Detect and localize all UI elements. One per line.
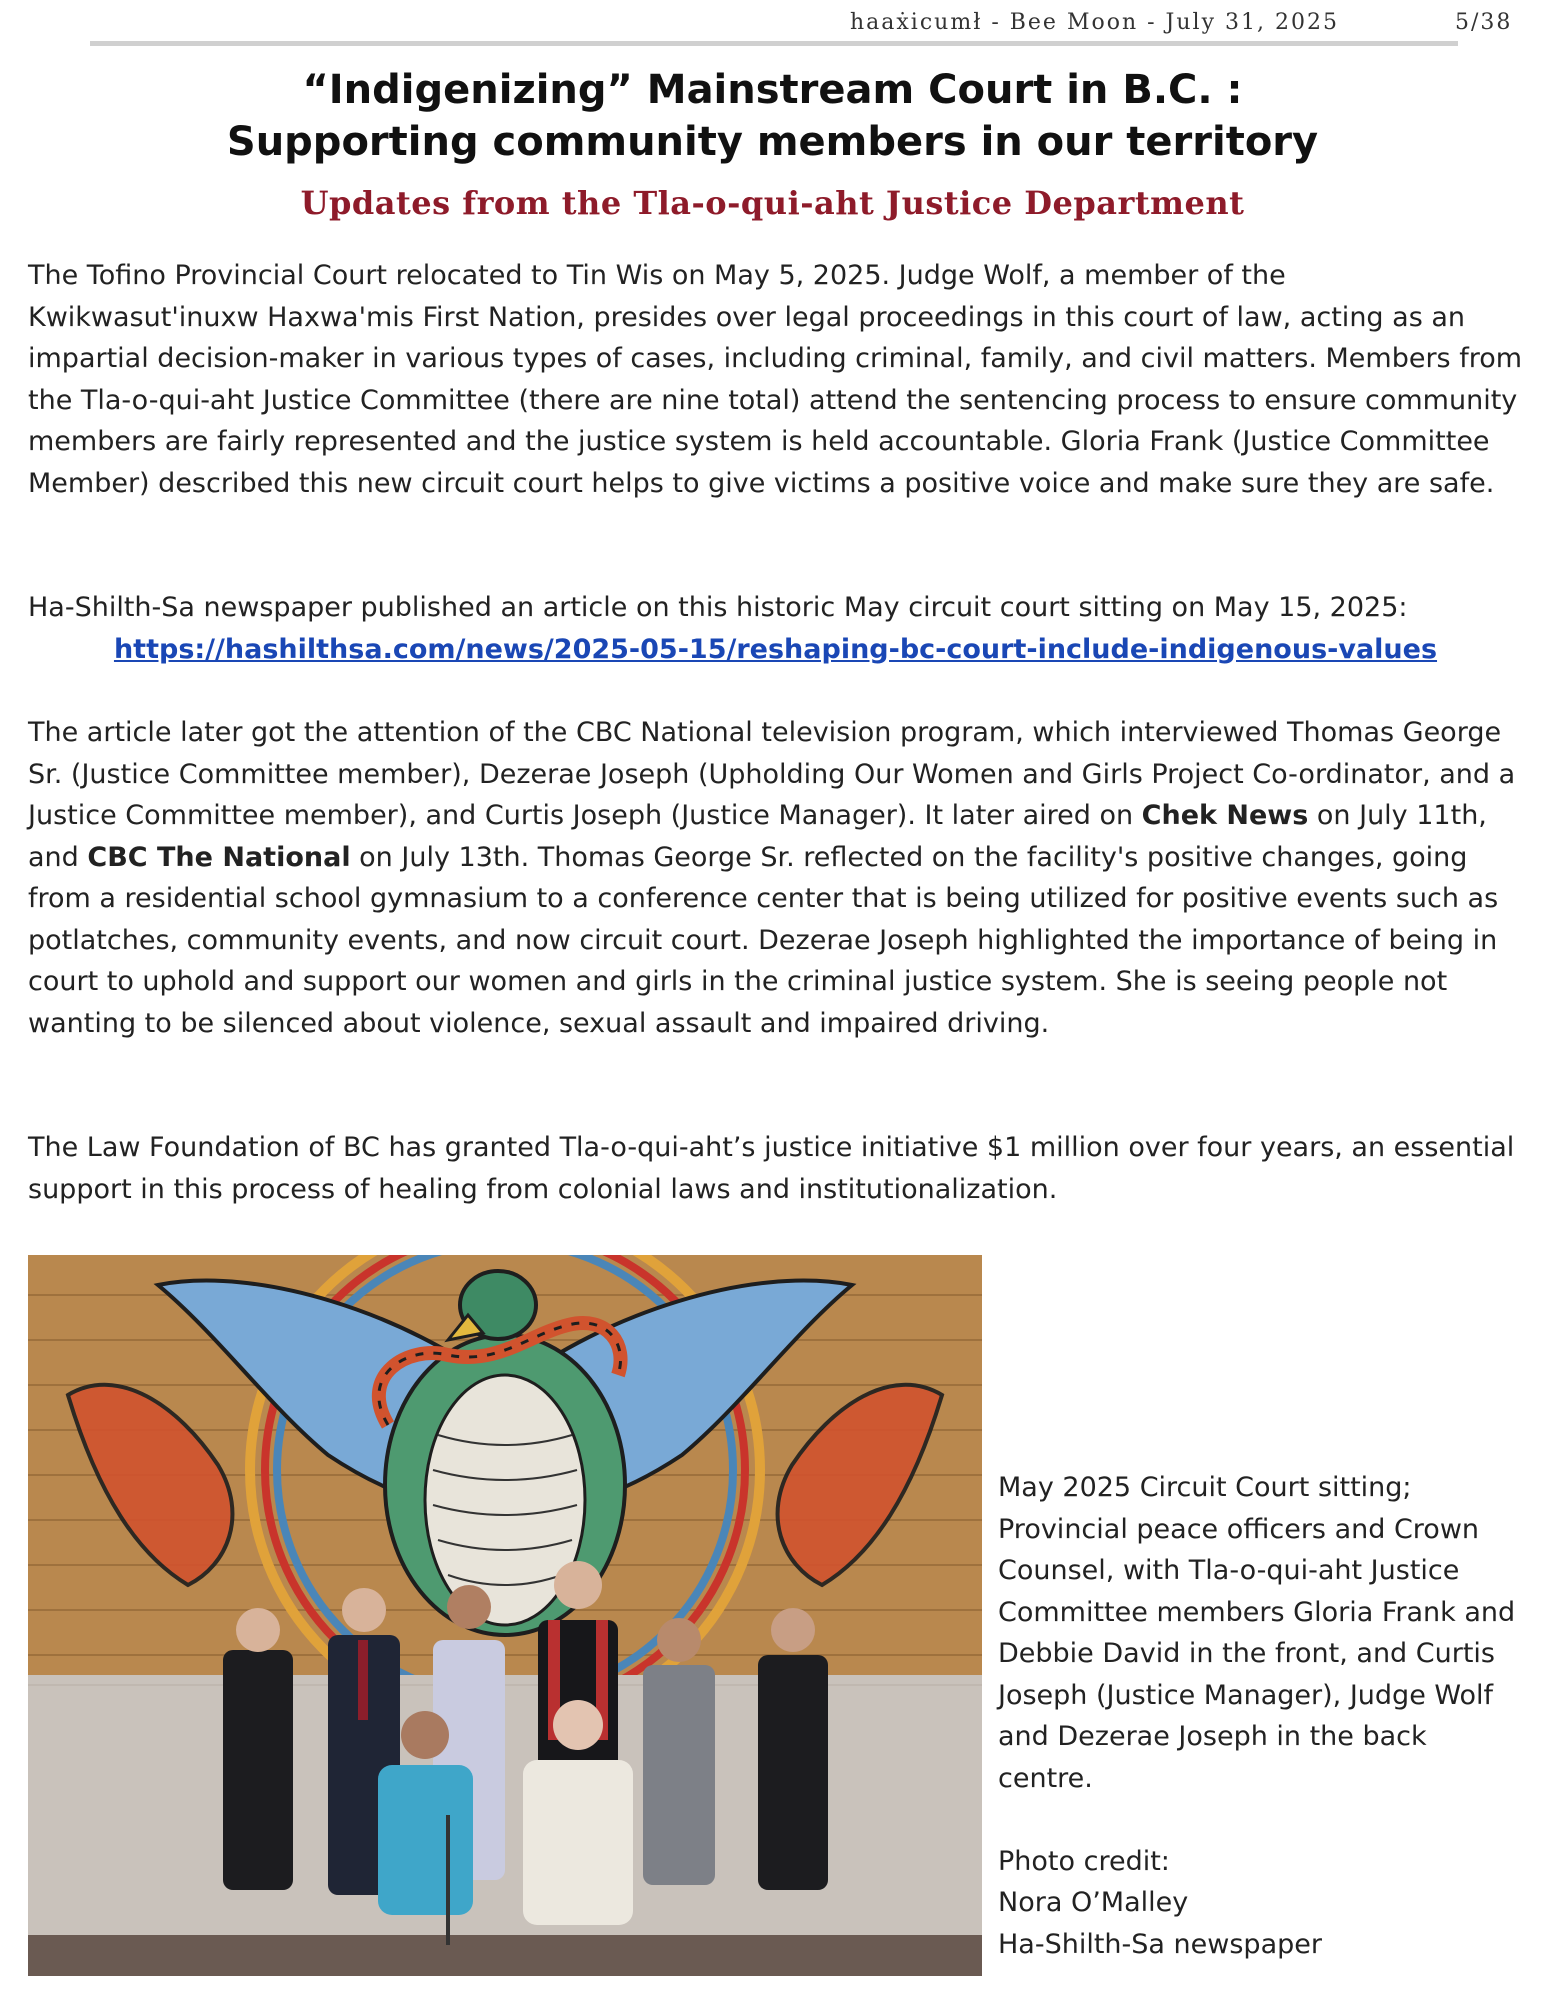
article-subtitle: Updates from the Tla-o-qui-aht Justice Department xyxy=(300,184,1245,222)
credit-source: Ha-Shilth-Sa newspaper xyxy=(998,1928,1322,1960)
p3-part-b: on July 11th, and xyxy=(28,800,1487,873)
paragraph-law-foundation: The Law Foundation of BC has granted Tla-o-qui-aht’s justice initiative $1 million over four years, an essential support in this process of healing from colonial laws and institutionalization. xyxy=(28,1132,1515,1205)
header-divider xyxy=(90,41,1458,46)
credit-label: Photo credit: xyxy=(998,1845,1170,1877)
caption-text: May 2025 Circuit Court sitting; Provincial peace officers and Crown Counsel, with Tla-o-qui-aht Justice Committee members Gloria Frank and Debbie David in the front, and Curtis Joseph (Justice Manager), Judge Wolf and Dezerae Joseph in the back centre. xyxy=(998,1472,1516,1794)
title-line-1: “Indigenizing” Mainstream Court in B.C. : xyxy=(302,67,1243,113)
paragraph-hashilthsa xyxy=(28,587,1523,670)
chek-news-bold: Chek News xyxy=(1141,800,1309,831)
link-line xyxy=(28,629,1523,671)
article-title xyxy=(0,64,1545,168)
photo-caption xyxy=(998,1467,1518,1965)
article-link[interactable]: https://hashilthsa.com/news/2025-05-15/reshaping-bc-court-include-indigenous-values xyxy=(113,633,1438,665)
paragraph-hashilthsa-text: Ha-Shilth-Sa newspaper published an article on this historic May circuit court sitting on May 15, 2025: xyxy=(28,592,1408,623)
cbc-national-bold: CBC The National xyxy=(87,841,351,873)
paragraph-court-relocation: The Tofino Provincial Court relocated to Tin Wis on May 5, 2025. Judge Wolf, a member of the Kwikwasut'inuxw Haxwa'mis First Nation, presides over legal proceedings in this court of law, acting as an impartial decision-maker in various types of cases, including criminal, family, and civil matters. Members from the Tla-o-qui-aht Justice Committee (there are nine total) attend the sentencing process to ensure community members are fairly represented and the justice system is held accountable. Gloria Frank (Justice Committee Member) described this new circuit court helps to give victims a positive voice and make sure they are safe. xyxy=(28,260,1523,499)
credit-name: Nora O’Malley xyxy=(998,1887,1189,1918)
group-photo xyxy=(28,1255,982,1976)
photo-credit xyxy=(998,1841,1518,1966)
title-line-2: Supporting community members in our territory xyxy=(226,119,1319,165)
paragraph-cbc-national xyxy=(28,712,1523,1044)
p3-part-c: on July 13th. Thomas George Sr. reflected on the facility's positive changes, going from a residential school gymnasium to a conference center that is being utilized for positive events such as potlatches, community events, and now circuit court. Dezerae Joseph highlighted the importance of being in court to uphold and support our women and girls in the criminal justice system. She is seeing people not wanting to be silenced about violence, sexual assault and impaired driving. xyxy=(28,841,1499,1039)
issue-line: haaẋicumł - Bee Moon - July 31, 2025 xyxy=(850,10,1339,35)
p3-part-a: The article later got the attention of the CBC National television program, which interviewed Thomas George Sr. (Justice Committee member), Dezerae Joseph (Upholding Our Women and Girls Project Co-ordinator, and a Justice Committee member), and Curtis Joseph (Justice Manager). It later aired on xyxy=(28,717,1516,831)
page-number: 5/38 xyxy=(1455,10,1513,35)
